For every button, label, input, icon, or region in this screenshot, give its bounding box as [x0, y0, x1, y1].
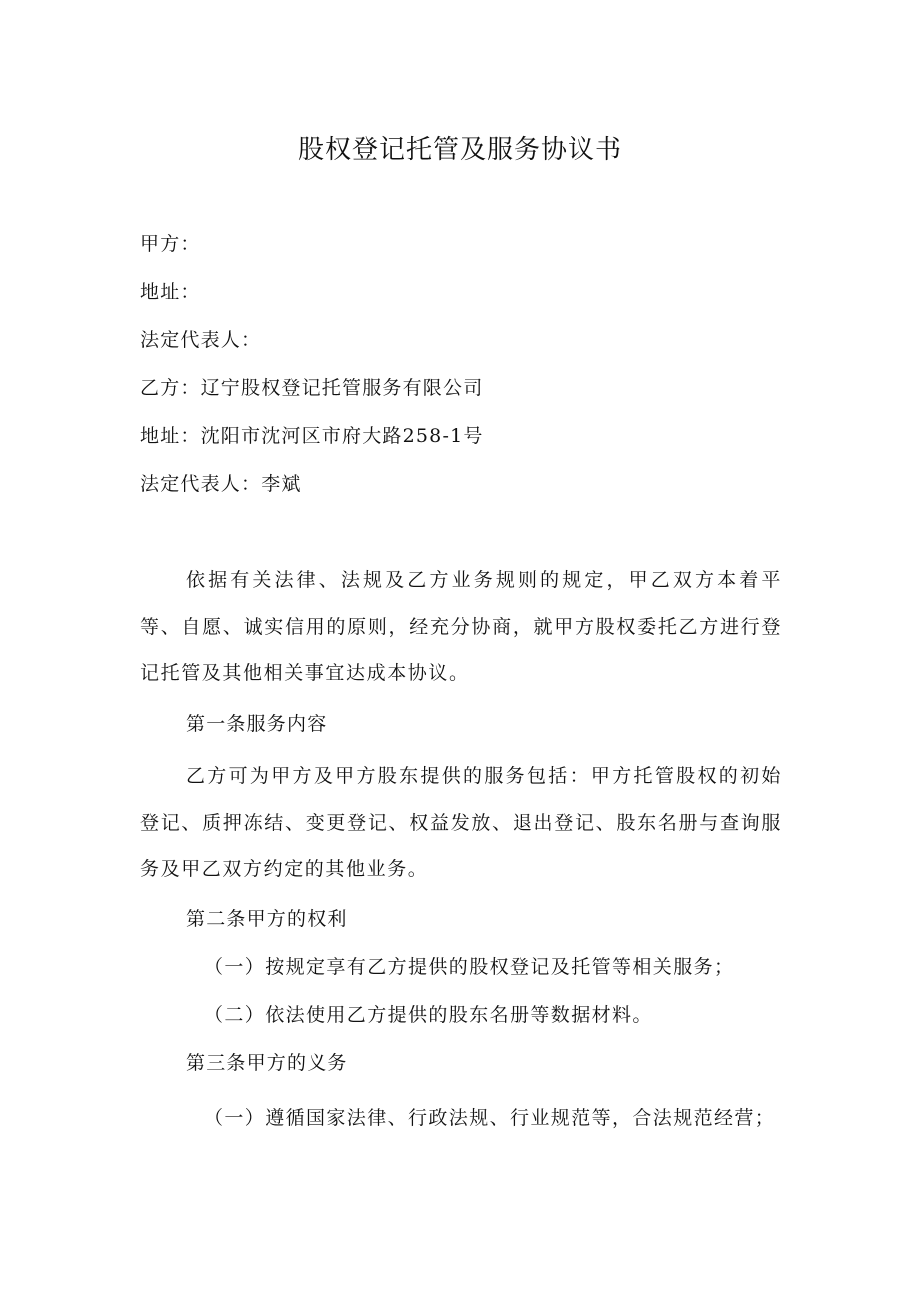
preamble-paragraph: 依据有关法律、法规及乙方业务规则的规定，甲乙双方本着平等、自愿、诚实信用的原则，经充分协商，就甲方股权委托乙方进行登记托管及其他相关事宜达成本协议。 — [140, 569, 782, 684]
article1-heading: 第一条服务内容 — [186, 713, 328, 735]
article2-item-2: （二）依法使用乙方提供的股东名册等数据材料。 — [204, 1004, 653, 1026]
party-b-address-line: 地址：沈阳市沈河区市府大路258-1号 — [140, 425, 484, 447]
article2-item-1: （一）按规定享有乙方提供的股权登记及托管等相关服务； — [204, 956, 735, 978]
article3-item-1: （一）遵循国家法律、行政法规、行业规范等，合法规范经营； — [204, 1107, 776, 1129]
party-a-rep-label: 法定代表人： — [140, 329, 262, 351]
article2-heading: 第二条甲方的权利 — [186, 908, 348, 930]
party-b-rep-line: 法定代表人：李斌 — [140, 473, 302, 495]
document-title: 股权登记托管及服务协议书 — [297, 135, 622, 165]
party-a-address-label: 地址： — [140, 281, 201, 303]
article3-heading: 第三条甲方的义务 — [186, 1052, 348, 1074]
article1-body: 乙方可为甲方及甲方股东提供的服务包括：甲方托管股权的初始登记、质押冻结、变更登记、权益发放、退出登记、股东名册与查询服务及甲乙双方约定的其他业务。 — [140, 765, 782, 880]
party-b-name-line: 乙方：辽宁股权登记托管服务有限公司 — [140, 377, 484, 399]
party-a-name-label: 甲方： — [140, 233, 201, 255]
